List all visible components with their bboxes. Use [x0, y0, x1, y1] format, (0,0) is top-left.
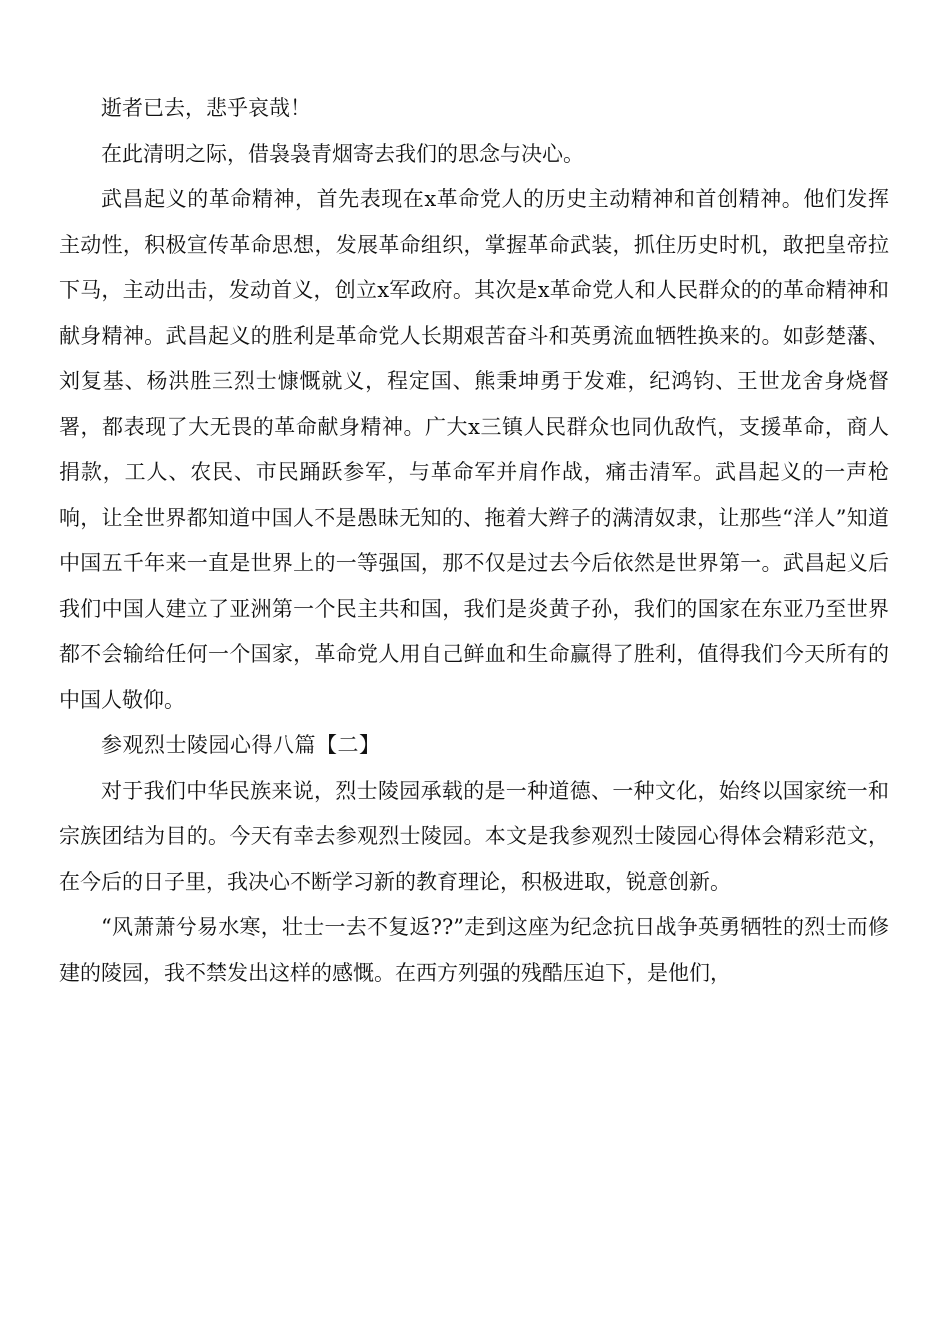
- paragraph-1: 逝者已去，悲乎哀哉！: [101, 96, 311, 120]
- paragraph-3: 武昌起义的革命精神，首先表现在x革命党人的历史主动精神和首创精神。他们发挥主动性，积极宣传革命思想，发展革命组织，掌握革命武装，抓住历史时机，敢把皇帝拉下马，主动出击，发动首义，创立x军政府。其次是x革命党人和人民群众的的革命精神和献身精神。武昌起义的胜利是革命党人长期艰苦奋斗和英勇流血牺牲换来的。如彭楚藩、刘复基、杨洪胜三烈士慷慨就义，程定国、熊秉坤勇于发难，纪鸿钧、王世龙舍身烧督署，都表现了大无畏的革命献身精神。广大x三镇人民群众也同仇敌忾，支援革命，商人捐款，工人、农民、市民踊跃参军，与革命军并肩作战，痛击清军。武昌起义的一声枪响，让全世界都知道中国人不是愚昧无知的、拖着大辫子的满清奴隶，让那些“洋人”知道中国五千年来一直是世界上的一等强国，那不仅是过去今后依然是世界第一。武昌起义后我们中国人建立了亚洲第一个民主共和国，我们是炎黄子孙，我们的国家在东亚乃至世界都不会输给任何一个国家，革命党人用自己鲜血和生命赢得了胜利，值得我们今天所有的中国人敬仰。: [59, 187, 889, 712]
- paragraph-6: “风萧萧兮易水寒，壮士一去不复返??”走到这座为纪念抗日战争英勇牺牲的烈士而修建的陵园，我不禁发出这样的感慨。在西方列强的残酷压迫下，是他们，: [59, 915, 889, 985]
- section-heading: 参观烈士陵园心得八篇【二】: [101, 733, 381, 757]
- paragraph-5: 对于我们中华民族来说，烈士陵园承载的是一种道德、一种文化，始终以国家统一和宗族团结为目的。今天有幸去参观烈士陵园。本文是我参观烈士陵园心得体会精彩范文，在今后的日子里，我决心不断学习新的教育理论，积极进取，锐意创新。: [59, 778, 889, 894]
- paragraph-2: 在此清明之际，借袅袅青烟寄去我们的思念与决心。: [101, 141, 584, 166]
- document-page: [59, 86, 889, 996]
